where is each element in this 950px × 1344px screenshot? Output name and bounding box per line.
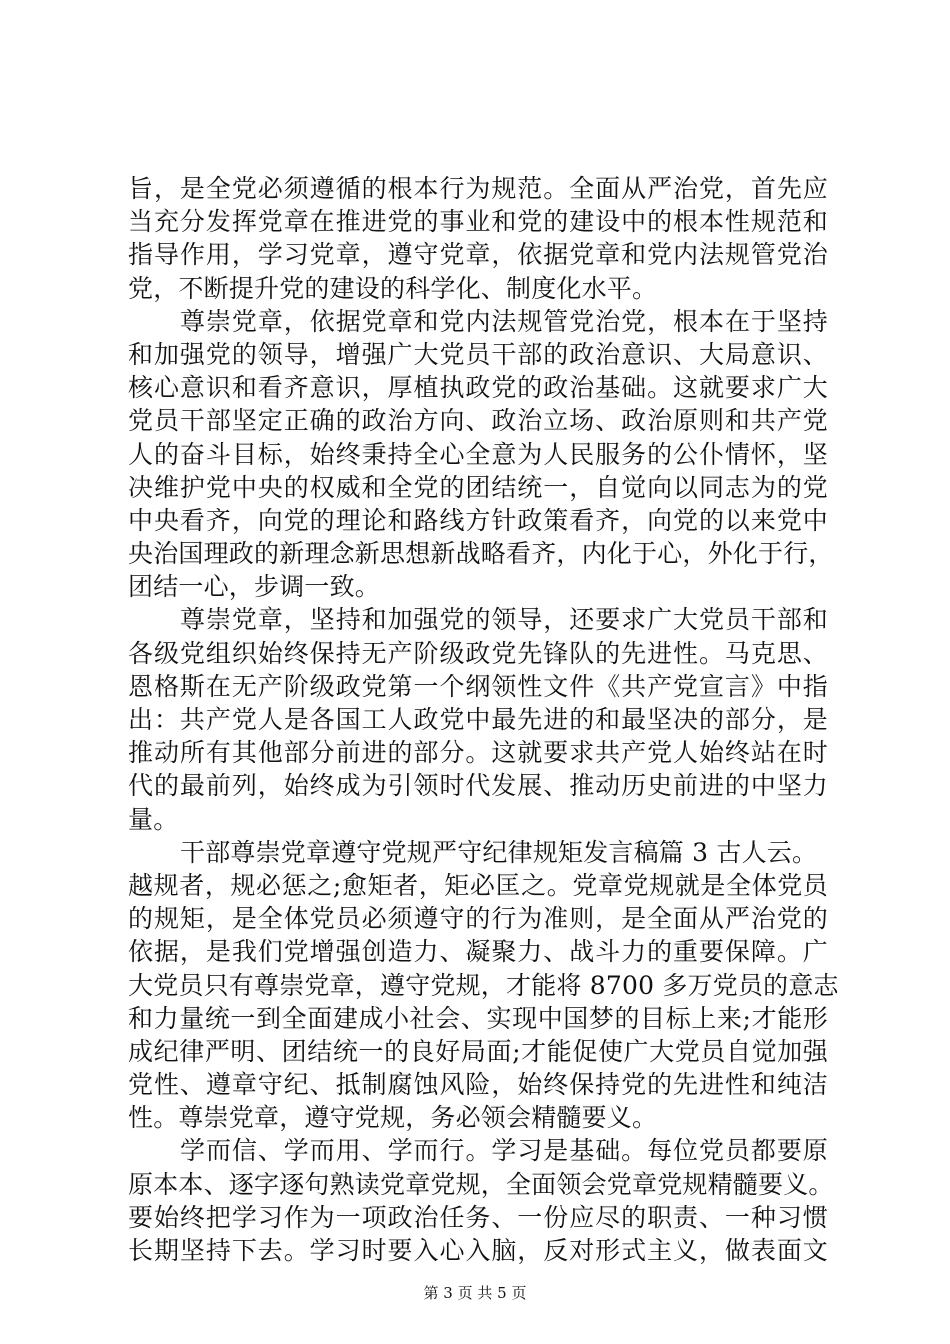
- text-line: 要始终把学习作为一项政治任务、一份应尽的职责、一种习惯: [128, 1202, 828, 1232]
- text-line: 核心意识和看齐意识，厚植执政党的政治基础。这就要求广大: [128, 373, 828, 403]
- text-line: 党，不断提升党的建设的科学化、制度化水平。: [128, 273, 658, 303]
- paragraph-start-line: 学而信、学而用、学而行。学习是基础。每位党员都要原: [180, 1136, 828, 1166]
- text-line: 旨，是全党必须遵循的根本行为规范。全面从严治党，首先应: [128, 174, 828, 203]
- text-line: 性。尊崇党章，遵守党规，务必领会精髓要义。: [128, 1103, 658, 1133]
- text-line: 中央看齐，向党的理论和路线方针政策看齐，向党的以来党中: [128, 505, 828, 535]
- text-line: 恩格斯在无产阶级政党第一个纲领性文件《共产党宣言》中指: [128, 671, 828, 701]
- text-line: 和加强党的领导，增强广大党员干部的政治意识、大局意识、: [128, 339, 828, 369]
- text-line: 当充分发挥党章在推进党的事业和党的建设中的根本性规范和: [128, 207, 828, 237]
- text-line: 指导作用，学习党章，遵守党章，依据党章和党内法规管党治: [128, 240, 828, 270]
- text-line: 量。: [128, 804, 179, 834]
- text-line: 决维护党中央的权威和全党的团结统一，自觉向以同志为的党: [128, 472, 828, 502]
- text-line: 推动所有其他部分前进的部分。这就要求共产党人始终站在时: [128, 738, 828, 768]
- text-line: 团结一心，步调一致。: [128, 572, 381, 602]
- text-line: 依据，是我们党增强创造力、凝聚力、战斗力的重要保障。广: [128, 937, 828, 967]
- text-line: 原本本、逐字逐句熟读党章党规，全面领会党章党规精髓要义。: [128, 1169, 834, 1199]
- paragraph-start-line: 尊崇党章，坚持和加强党的领导，还要求广大党员干部和: [180, 605, 828, 635]
- text-line: 党员干部坚定正确的政治方向、政治立场、政治原则和共产党: [128, 406, 828, 436]
- text-line: 出：共产党人是各国工人政党中最先进的和最坚决的部分，是: [128, 705, 828, 734]
- paragraph-start-line: 尊崇党章，依据党章和党内法规管党治党，根本在于坚持: [180, 306, 828, 336]
- page-number-footer: 第 3 页 共 5 页: [423, 1284, 527, 1302]
- text-line: 央治国理政的新理念新思想新战略看齐，内化于心，外化于行，: [128, 539, 834, 569]
- text-line: 的规矩，是全体党员必须遵守的行为准则，是全面从严治党的: [128, 904, 828, 934]
- text-line: 成纪律严明、团结统一的良好局面;才能促使广大党员自觉加强: [128, 1036, 828, 1066]
- text-line: 人的奋斗目标，始终秉持全心全意为人民服务的公仆情怀，坚: [128, 439, 828, 469]
- text-line: 各级党组织始终保持无产阶级政党先锋队的先进性。马克思、: [128, 638, 828, 668]
- text-line: 和力量统一到全面建成小社会、实现中国梦的目标上来;才能形: [128, 1003, 828, 1033]
- text-line: 代的最前列，始终成为引领时代发展、推动历史前进的中坚力: [128, 771, 828, 801]
- text-line: 大党员只有尊崇党章，遵守党规，才能将 8700 多万党员的意志: [128, 970, 839, 1000]
- document-body: [128, 172, 839, 1267]
- text-line: 越规者，规必惩之;愈矩者，矩必匡之。党章党规就是全体党员: [128, 870, 828, 900]
- paragraph-start-line: 干部尊崇党章遵守党规严守纪律规矩发言稿篇 3 古人云。: [180, 837, 818, 867]
- text-line: 党性、遵章守纪、抵制腐蚀风险，始终保持党的先进性和纯洁: [128, 1070, 828, 1100]
- text-line: 长期坚持下去。学习时要入心入脑，反对形式主义，做表面文: [128, 1236, 828, 1265]
